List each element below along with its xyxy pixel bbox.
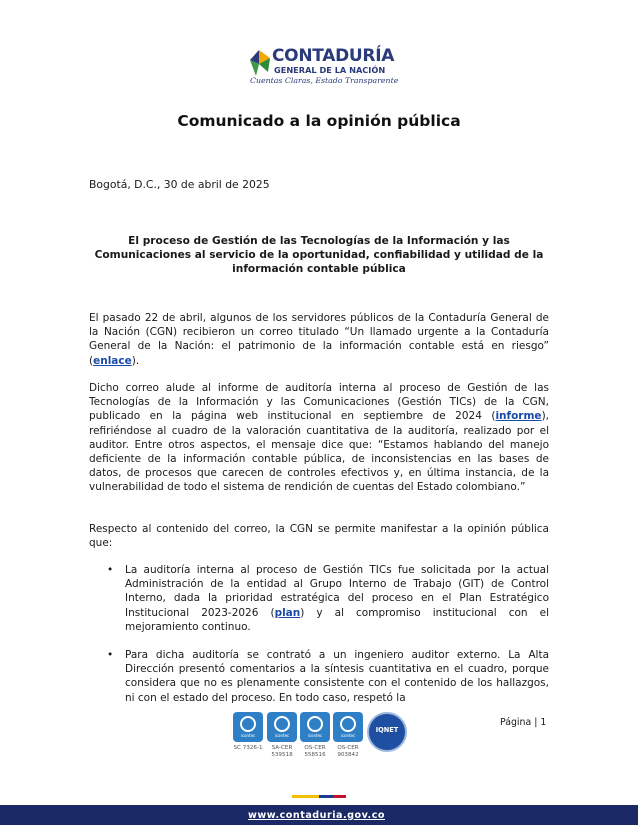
flag-yellow <box>292 795 319 798</box>
iqnet-label: IQNET <box>375 726 399 734</box>
cert-brand: icontec <box>274 733 290 738</box>
icontec-badge <box>267 712 297 742</box>
bullet-1-end: ) y al compromiso institucional con el mejoramiento continuo. <box>125 606 549 633</box>
cert-brand: icontec <box>307 733 323 738</box>
icontec-badge <box>300 712 330 742</box>
footer-website-link[interactable]: www.contaduria.gov.co <box>248 810 385 821</box>
logo-name: CONTADURÍA <box>272 46 395 66</box>
iqnet-badge <box>367 712 407 752</box>
logo-tagline: Cuentas Claras, Estado Transparente <box>250 76 399 85</box>
informe-link[interactable]: informe <box>495 410 542 423</box>
cgn-logo <box>246 46 406 92</box>
cert-brand: icontec <box>240 733 256 738</box>
logo-subname: GENERAL DE LA NACIÓN <box>274 65 386 75</box>
bullet-text-1 <box>125 563 549 634</box>
certification-icon <box>240 716 256 732</box>
document-date: Bogotá, D.C., 30 de abril de 2025 <box>89 178 270 191</box>
enlace-link[interactable]: enlace <box>93 354 132 367</box>
certification-badges <box>233 712 413 774</box>
footer-bar <box>0 805 638 825</box>
paragraph-2-text: Dicho correo alude al informe de auditoría interna al proceso de Gestión de las Tecnologías de la Información y las Comunicaciones (Gestión TICs) de la CGN, publicado en la página web institucional en septiembre de 2024 ( <box>89 382 549 423</box>
certification-icon <box>307 716 323 732</box>
bullet-text-2: Para dicha auditoría se contrató a un ingeniero auditor externo. La Alta Dirección presentó comentarios a la síntesis cuantitativa en el cuadro, porque considera que no es plenamente consistente con el contenido de los hallazgos, ni con el estado del proceso. En todo caso, respetó la <box>125 649 549 704</box>
document-subtitle: El proceso de Gestión de las Tecnologías de la Información y las Comunicaciones al servicio de la oportunidad, confiabilidad y utilidad de la información contable pública <box>94 235 544 276</box>
cgn-logo-icon <box>246 48 272 78</box>
cert-code: SA-CER 539518 <box>271 745 293 758</box>
flag-red <box>333 795 346 798</box>
page-number: Página | 1 <box>500 717 547 728</box>
bullet-marker: • <box>107 649 114 661</box>
paragraph-3: Respecto al contenido del correo, la CGN se permite manifestar a la opinión pública que: <box>89 523 549 550</box>
document-title: Comunicado a la opinión pública <box>177 112 461 130</box>
icontec-badge <box>333 712 363 742</box>
paragraph-1 <box>89 311 549 368</box>
paragraph-1-text: El pasado 22 de abril, algunos de los servidores públicos de la Contaduría General de la Nación (CGN) recibieron un correo titulado “Un llamado urgente a la Contaduría General de la Nación: el patrimonio de la información contable está en riesgo” ( <box>89 312 549 367</box>
cert-code: OS-CER 558516 <box>304 745 326 758</box>
certification-icon <box>340 716 356 732</box>
cert-brand: icontec <box>340 733 356 738</box>
certification-icon <box>274 716 290 732</box>
bullet-1-text: La auditoría interna al proceso de Gestión TICs fue solicitada por la actual Administración de la entidad al Grupo Interno de Trabajo (GIT) de Control Interno, dada la prioridad estratégica del proceso en el Plan Estratégico Institucional 2023-2026 ( <box>125 564 549 619</box>
cert-code: OS-CER 903842 <box>337 745 359 758</box>
paragraph-2 <box>89 381 549 495</box>
flag-blue <box>319 795 333 798</box>
plan-link[interactable]: plan <box>274 606 301 619</box>
flag-stripe <box>292 795 346 798</box>
paragraph-2-end: ), refiriéndose al cuadro de la valoración cuantitativa de la auditoría, realizado por el auditor. Entre otros aspectos, el mensaje dice que: “Estamos hablando del manejo deficiente de la información contable pública, de inconsistencias en las bases de datos, de procesos que carecen de controles efectivos y, en última instancia, de la vulnerabilidad de todo el sistema de rendición de cuentas del Estado colombiano.” <box>89 410 549 494</box>
paragraph-1-end: ). <box>131 354 140 367</box>
cert-code: SC 7326-1 <box>233 745 263 751</box>
bullet-marker: • <box>107 564 114 576</box>
icontec-badge <box>233 712 263 742</box>
